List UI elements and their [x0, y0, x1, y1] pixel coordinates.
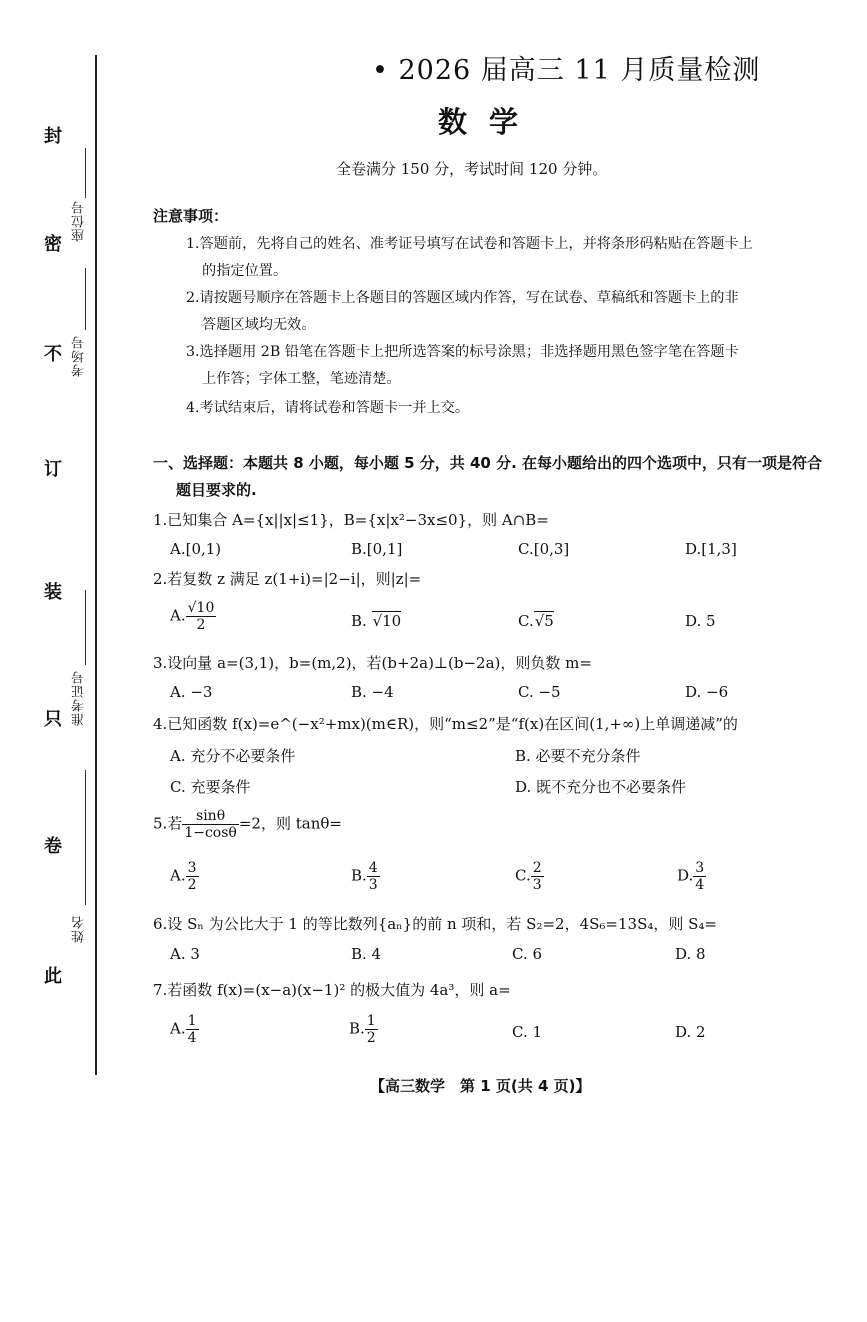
q7-b-den: 2: [366, 1030, 376, 1046]
q2-option-d: D. 5: [685, 612, 716, 630]
notice-line: 2.请按题号顺序在答题卡上各题目的答题区域内作答，写在试卷、草稿纸和答题卡上的非: [186, 290, 739, 306]
q3-option-c: C. −5: [518, 683, 561, 701]
question-6: 6.设 Sₙ 为公比大于 1 的等比数列{aₙ}的前 n 项和，若 S₂=2，4S₆=13S₄，则 S₄=: [153, 915, 717, 933]
q1-option-a: A.[0,1): [170, 540, 222, 558]
q5-a-fraction: [186, 860, 199, 893]
seal-char-6: 只: [44, 709, 62, 730]
seal-char-5: 装: [44, 582, 62, 603]
room-line: [85, 268, 86, 330]
q2-option-b: [351, 612, 401, 630]
section-heading: 一、选择题：本题共 8 小题，每小题 5 分，共 40 分. 在每小题给出的四个选项中，只有一项是符合: [153, 454, 823, 472]
q5-option-a: [170, 860, 199, 893]
q5-stem-num: sinθ: [182, 808, 239, 825]
q2-option-c: [518, 612, 554, 630]
room-label: 考场号: [72, 335, 87, 377]
seal-char-1: 封: [44, 126, 62, 147]
notice-line: 上作答；字体工整，笔迹清楚。: [202, 371, 401, 387]
q7-a-num: 1: [187, 1013, 197, 1029]
q4-option-d: D. 既不充分也不必要条件: [515, 778, 687, 796]
q2-b-label: B.: [351, 612, 372, 630]
q3-option-a: A. −3: [170, 683, 213, 701]
binding-line: [95, 55, 97, 1075]
question-7: 7.若函数 f(x)=(x−a)(x−1)² 的极大值为 4a³，则 a=: [153, 981, 511, 999]
q5-stem-fraction: [182, 808, 239, 841]
name-label: 姓名: [72, 915, 87, 943]
q7-option-b: [349, 1013, 378, 1046]
subject-title: 数学: [438, 105, 541, 139]
seal-char-7: 卷: [44, 836, 62, 857]
exam-info: 全卷满分 150 分，考试时间 120 分钟。: [336, 160, 608, 178]
q3-option-d: D. −6: [685, 683, 729, 701]
q5-b-num: 4: [368, 860, 378, 876]
q5-b-label: B.: [351, 866, 367, 885]
seal-char-2: 密: [44, 234, 62, 255]
q5-d-fraction: [693, 860, 706, 893]
q7-b-num: 1: [366, 1013, 376, 1029]
exam-title: • 2026 届高三 11 月质量检测: [372, 55, 761, 86]
page-footer: 【高三数学 第 1 页(共 4 页)】: [370, 1077, 591, 1095]
notice-line: 4.考试结束后，请将试卷和答题卡一并上交。: [186, 400, 470, 416]
question-5: [153, 808, 342, 841]
seal-char-3: 不: [44, 344, 62, 365]
q3-option-b: B. −4: [351, 683, 394, 701]
q2-a-label: A.: [170, 606, 186, 625]
q5-stem-den: 1−cosθ: [184, 825, 237, 841]
seal-char-4: 订: [44, 459, 62, 480]
q5-a-den: 2: [187, 877, 197, 893]
q2-b-value: √10: [372, 612, 402, 630]
q7-a-den: 4: [187, 1030, 197, 1046]
seat-label: 座位号: [72, 200, 87, 242]
q5-b-fraction: [367, 860, 380, 893]
q5-b-den: 3: [368, 877, 378, 893]
q5-option-d: [677, 860, 706, 893]
q4-option-a: A. 充分不必要条件: [170, 747, 296, 765]
q7-a-label: A.: [170, 1019, 186, 1038]
q7-b-label: B.: [349, 1019, 365, 1038]
question-2: 2.若复数 z 满足 z(1+i)=|2−i|，则|z|=: [153, 570, 422, 588]
notice-line: 答题区域均无效。: [202, 317, 316, 333]
q5-a-label: A.: [170, 866, 186, 885]
q7-option-d: D. 2: [675, 1023, 706, 1041]
notice-line: 1.答题前，先将自己的姓名、准考证号填写在试卷和答题卡上，并将条形码粘贴在答题卡上: [186, 236, 753, 252]
q2-c-label: C.: [518, 612, 534, 630]
section-heading-cont: 题目要求的.: [176, 481, 257, 499]
q1-option-c: C.[0,3]: [518, 540, 570, 558]
q2-option-a: [170, 600, 216, 633]
q5-a-num: 3: [187, 860, 197, 876]
question-3: 3.设向量 a=(3,1)，b=(m,2)，若(b+2a)⊥(b−2a)，则负数 m=: [153, 654, 592, 672]
notice-line: 3.选择题用 2B 铅笔在答题卡上把所选答案的标号涂黑；非选择题用黑色签字笔在答题卡: [186, 344, 739, 360]
seal-char-8: 此: [44, 966, 62, 987]
question-4: 4.已知函数 f(x)=e^(−x²+mx)(m∈R)，则“m≤2”是“f(x)在区间(1,+∞)上单调递减”的: [153, 715, 738, 733]
q2-c-value: √5: [534, 612, 554, 630]
q5-d-den: 4: [695, 877, 705, 893]
q2-a-num: √10: [187, 600, 215, 616]
q5-stem-post: =2，则 tanθ=: [238, 814, 342, 833]
q2-a-den: 2: [196, 617, 206, 633]
q6-option-a: A. 3: [170, 945, 200, 963]
q5-stem-pre: 5.若: [153, 814, 183, 833]
q5-c-fraction: [531, 860, 544, 893]
q6-option-b: B. 4: [351, 945, 382, 963]
name-line: [85, 770, 86, 905]
q7-option-c: C. 1: [512, 1023, 543, 1041]
q7-option-a: [170, 1013, 199, 1046]
q1-option-b: B.[0,1]: [351, 540, 403, 558]
q5-option-c: [515, 860, 544, 893]
q5-c-num: 2: [532, 860, 542, 876]
q1-option-d: D.[1,3]: [685, 540, 737, 558]
seat-line: [85, 148, 86, 198]
q5-d-label: D.: [677, 866, 694, 885]
q4-option-b: B. 必要不充分条件: [515, 747, 641, 765]
q2-a-fraction: [186, 600, 217, 633]
q5-d-num: 3: [695, 860, 705, 876]
q6-option-d: D. 8: [675, 945, 706, 963]
question-1: 1.已知集合 A={x||x|≤1}，B={x|x²−3x≤0}，则 A∩B=: [153, 511, 549, 529]
id-label: 准考证号: [72, 670, 87, 726]
notice-heading: 注意事项：: [153, 207, 229, 225]
q5-option-b: [351, 860, 380, 893]
q7-a-fraction: [186, 1013, 199, 1046]
id-line: [85, 590, 86, 665]
q6-option-c: C. 6: [512, 945, 543, 963]
notice-line: 的指定位置。: [202, 263, 288, 279]
q5-c-label: C.: [515, 866, 531, 885]
q7-b-fraction: [365, 1013, 378, 1046]
q4-option-c: C. 充要条件: [170, 778, 251, 796]
q5-c-den: 3: [532, 877, 542, 893]
